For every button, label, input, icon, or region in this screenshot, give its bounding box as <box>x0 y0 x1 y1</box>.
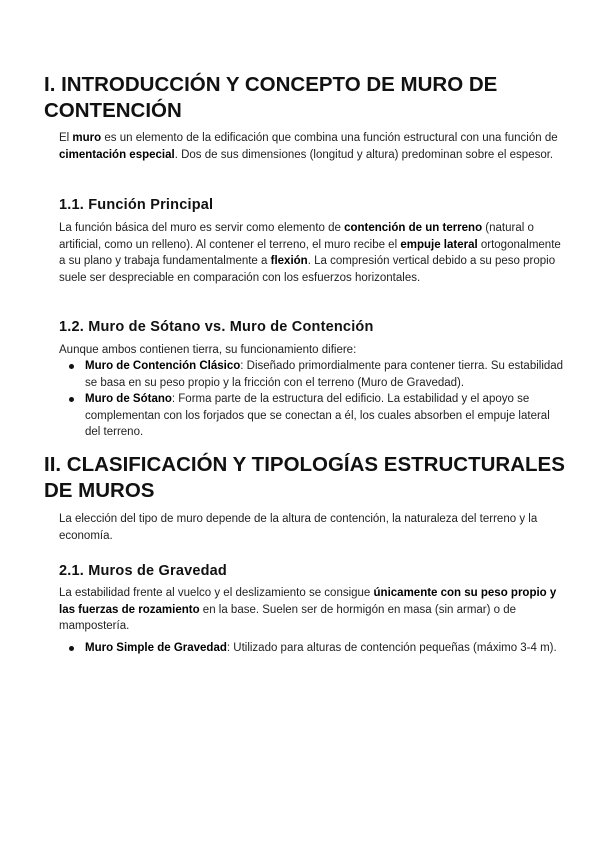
text-run: La estabilidad frente al vuelco y el deslizamiento se consigue <box>59 587 374 599</box>
bold-term: empuje lateral <box>400 238 478 251</box>
bold-term: Muro de Contención Clásico <box>85 360 241 372</box>
subsection-2-1-list <box>59 640 564 657</box>
bullet-icon <box>69 646 74 651</box>
text-run: La función básica del muro es servir como elemento de <box>59 222 345 234</box>
text-run: : Diseñado primordialmente para contener tierra. Su estabilidad se basa en su peso propio y la fricción con el terreno (Muro de Gravedad). <box>85 360 564 389</box>
subsection-1-2-list <box>59 358 564 441</box>
bold-term: contención de un terreno <box>344 222 483 234</box>
bold-term: flexión <box>270 255 308 267</box>
bullet-icon <box>69 397 74 402</box>
section-1-intro <box>59 130 564 163</box>
section-2-intro: La elección del tipo de muro depende de la altura de contención, la naturaleza del terreno y la economía. <box>59 513 538 542</box>
text-run: es un elemento de la edificación que combina una función estructural con una función de <box>101 132 558 144</box>
text-run: en la base. Suelen ser de hormigón en masa (sin armar) o de mampostería. <box>59 603 517 632</box>
text-run: : Forma parte de la estructura del edificio. La estabilidad y el apoyo se complementan con los forjados que se conectan a él, los cuales absorben el empuje lateral del terreno. <box>85 393 550 438</box>
section-1-heading: I. INTRODUCCIÓN Y CONCEPTO DE MURO DE CONTENCIÓN <box>44 73 498 122</box>
text-run: . La compresión vertical debido a su peso propio suele ser despreciable en comparación con los esfuerzos horizontales. <box>59 255 556 284</box>
bold-term: únicamente con su peso propio y las fuerzas de rozamiento <box>59 587 557 616</box>
bold-term: Muro Simple de Gravedad <box>85 642 227 654</box>
list-item <box>59 391 564 441</box>
bold-term: Muro de Sótano <box>85 393 172 405</box>
section-2-heading: II. CLASIFICACIÓN Y TIPOLOGÍAS ESTRUCTURALES DE MUROS <box>44 453 565 502</box>
text-run: (natural o artificial, como un relleno). Al contener el terreno, el muro recibe el <box>59 222 534 251</box>
subsection-1-1-heading: 1.1. Función Principal <box>59 197 214 213</box>
text-run: El <box>59 132 73 144</box>
subsection-1-1-text <box>59 220 564 286</box>
bold-term: muro <box>72 132 102 144</box>
subsection-1-2-lead: Aunque ambos contienen tierra, su funcionamiento difiere: <box>59 344 357 356</box>
text-run: . Dos de sus dimensiones (longitud y altura) predominan sobre el espesor. <box>174 148 554 161</box>
bullet-icon <box>69 364 74 369</box>
subsection-2-1-text <box>59 585 564 635</box>
subsection-2-1-heading: 2.1. Muros de Gravedad <box>59 563 227 579</box>
list-item <box>59 358 564 391</box>
text-run: : Utilizado para alturas de contención pequeñas (máximo 3-4 m). <box>226 642 557 654</box>
list-item <box>59 640 564 657</box>
text-run: ortogonalmente a su plano y trabaja fundamentalmente a <box>59 238 561 267</box>
bold-term: cimentación especial <box>59 148 175 161</box>
subsection-1-2-heading: 1.2. Muro de Sótano vs. Muro de Contención <box>59 319 374 335</box>
